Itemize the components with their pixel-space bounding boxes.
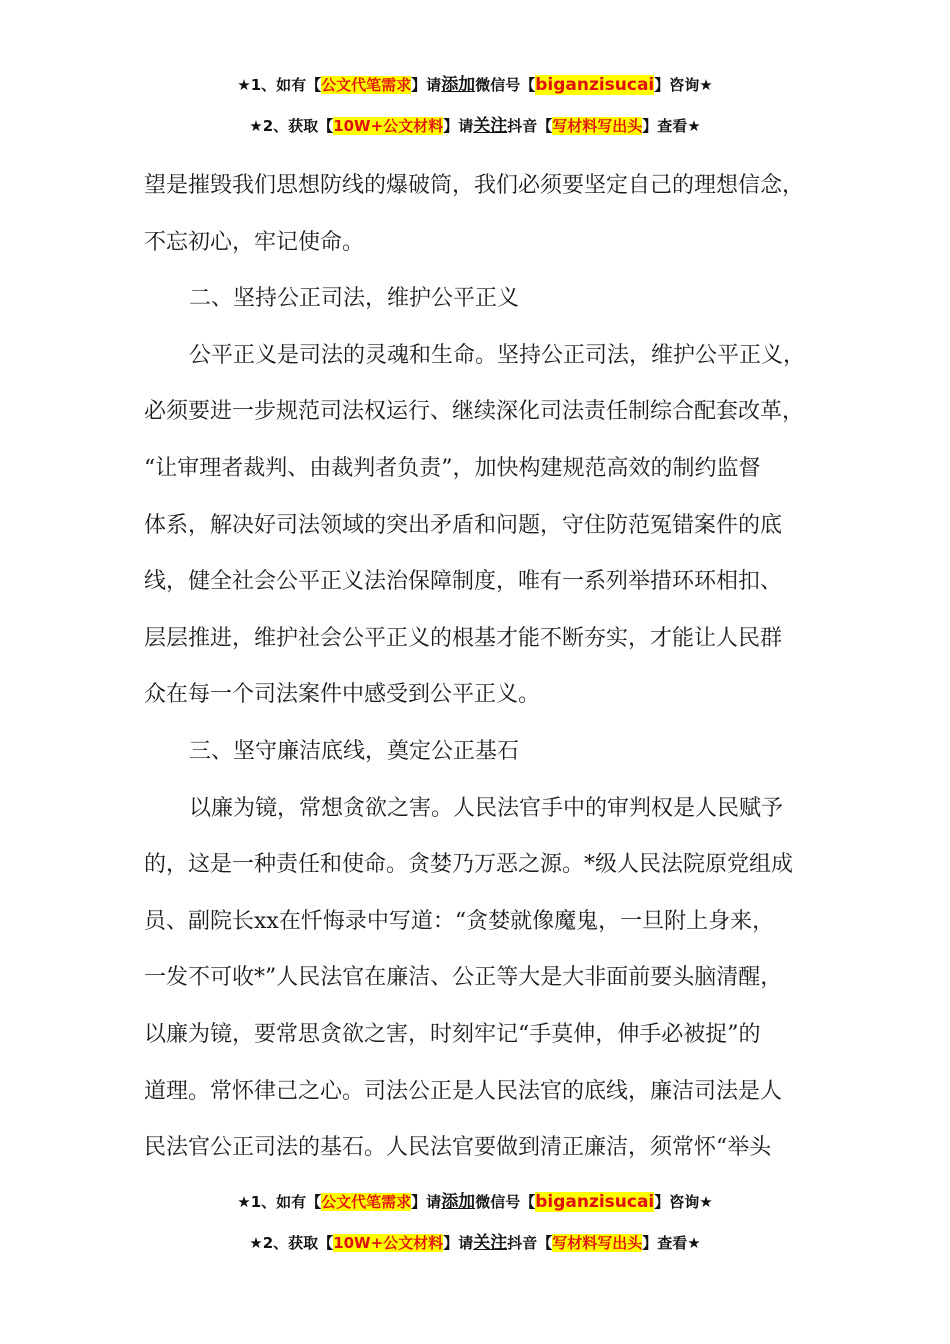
document-body — [144, 158, 816, 1177]
body-line: 员、副院长xx在忏悔录中写道：“贪婪就像魔鬼，一旦附上身来， — [144, 908, 775, 934]
highlight-ghostwriting: 公文代笔需求 — [321, 1193, 412, 1211]
body-line: 的，这是一种责任和使命。贪婪乃万恶之源。*级人民法院原党组成 — [144, 852, 794, 878]
body-line: “让审理者裁判、由裁判者负责”，加快构建规范高效的制约监督 — [144, 455, 761, 481]
bottom-banner-line-2: ★2、获取【10W+公文材料】请关注抖音【写材料写出头】查看★ — [249, 1233, 701, 1253]
body-line: 以廉为镜，常想贪欲之害。人民法官手中的审判权是人民赋予 — [189, 795, 784, 821]
bottom-banner-line-1: ★1、如有【公文代笔需求】请添加微信号【biganzisucai】咨询★ — [237, 1192, 713, 1212]
body-line: 众在每一个司法案件中感受到公平正义。 — [144, 682, 541, 708]
highlight-materials: 10W+公文材料 — [333, 1234, 444, 1252]
underline-add: 添加 — [441, 1192, 476, 1212]
body-line: 一发不可收*”人民法官在廉洁、公正等大是大非面前要头脑清醒， — [144, 965, 783, 991]
highlight-douyin: 写材料写出头 — [552, 1234, 643, 1252]
underline-add: 添加 — [441, 75, 476, 95]
body-line: 线，健全社会公平正义法治保障制度，唯有一系列举措环环相扣、 — [144, 569, 783, 595]
section-heading-2: 二、坚持公正司法，维护公平正义 — [189, 286, 520, 312]
highlight-douyin: 写材料写出头 — [552, 117, 643, 135]
underline-follow: 关注 — [473, 116, 508, 136]
body-line: 公平正义是司法的灵魂和生命。坚持公正司法，维护公平正义， — [189, 342, 806, 368]
body-line: 道理。常怀律己之心。司法公正是人民法官的底线，廉洁司法是人 — [144, 1078, 783, 1104]
underline-follow: 关注 — [473, 1233, 508, 1253]
body-line: 层层推进，维护社会公平正义的根基才能不断夯实，才能让人民群 — [144, 625, 783, 651]
highlight-wechat-id: biganzisucai — [535, 75, 655, 95]
top-banner-line-2: ★2、获取【10W+公文材料】请关注抖音【写材料写出头】查看★ — [249, 116, 701, 136]
body-line: 体系，解决好司法领域的突出矛盾和问题，守住防范冤错案件的底 — [144, 512, 783, 538]
body-line: 望是摧毁我们思想防线的爆破筒，我们必须要坚定自己的理想信念， — [144, 173, 805, 198]
body-line: 民法官公正司法的基石。人民法官要做到清正廉洁，须常怀“举头 — [144, 1135, 772, 1161]
body-line: 以廉为镜，要常思贪欲之害，时刻牢记“手莫伸，伸手必被捉”的 — [144, 1021, 761, 1047]
section-heading-3: 三、坚守廉洁底线，奠定公正基石 — [189, 738, 520, 764]
body-line: 必须要进一步规范司法权运行、继续深化司法责任制综合配套改革， — [144, 399, 805, 425]
top-banner-line-1: ★1、如有【公文代笔需求】请添加微信号【biganzisucai】咨询★ — [237, 75, 713, 95]
highlight-materials: 10W+公文材料 — [333, 117, 444, 135]
body-line: 不忘初心，牢记使命。 — [144, 229, 365, 255]
highlight-ghostwriting: 公文代笔需求 — [321, 76, 412, 94]
highlight-wechat-id: biganzisucai — [535, 1192, 655, 1212]
